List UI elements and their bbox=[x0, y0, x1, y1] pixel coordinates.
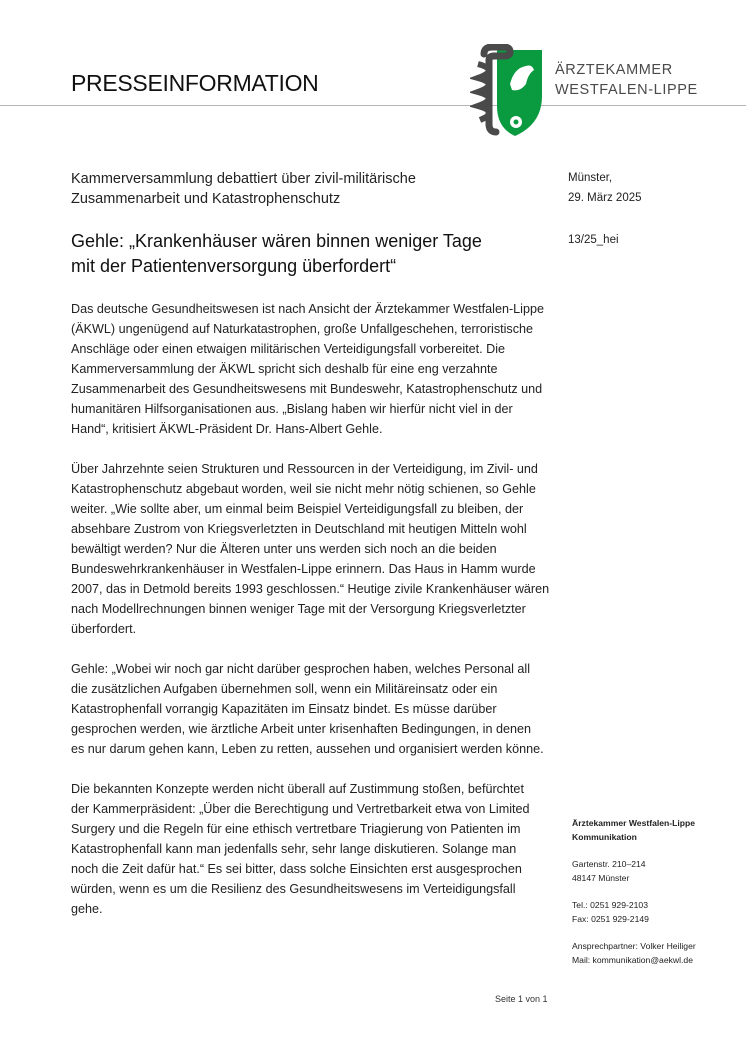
subtitle bbox=[71, 169, 416, 209]
body-line: Das deutsche Gesundheitswesen ist nach Ansicht der Ärztekammer Westfalen-Lippe bbox=[71, 302, 544, 316]
body-line: Die bekannten Konzepte werden nicht überall auf Zustimmung stoßen, befürchtet bbox=[71, 782, 524, 796]
body-paragraph bbox=[71, 459, 561, 639]
contact-org: Ärztekammer Westfalen-Lippe bbox=[572, 818, 696, 828]
aekwl-logo-icon bbox=[470, 44, 546, 140]
body-line: gehe. bbox=[71, 902, 103, 916]
body-line: Anschläge oder einen etwaigen militärischen Verteidigungsfall vorbereitet. Die bbox=[71, 342, 506, 356]
body-line: gesprochen werden, wie ärztliche Arbeit unter krisenhaften Bedingungen, in denen bbox=[71, 722, 531, 736]
contact-block bbox=[572, 816, 696, 967]
body-line: würden, wenn es um die Resilienz des Gesundheitswesens im Verteidigungsfall bbox=[71, 882, 516, 896]
body-line: Bundeswehrkrankenhäuser in Westfalen-Lippe erinnern. Das Haus in Hamm wurde bbox=[71, 562, 536, 576]
contact-fax: Fax: 0251 929-2149 bbox=[572, 914, 649, 924]
body-line: Katastrophenfall kann man jedenfalls sehr, sehr lange diskutieren. Solange man bbox=[71, 842, 517, 856]
subtitle-line: Kammerversammlung debattiert über zivil-militärische bbox=[71, 171, 416, 187]
body-line: Zusammenarbeit des Gesundheitswesens mit Bundeswehr, Katastrophenschutz und bbox=[71, 382, 543, 396]
body-line: Katastrophenschutz abgebaut worden, weil sie nicht mehr nötig schienen, so Gehle bbox=[71, 482, 536, 496]
body-line: nach Modellrechnungen binnen weniger Tage mit der Versorgung Kriegsverletzter bbox=[71, 602, 526, 616]
body-line: noch die Zeit dafür hat.“ Es sei bitter, dass solche Einsichten erst ausgesprochen bbox=[71, 862, 522, 876]
body-paragraph bbox=[71, 299, 561, 439]
headline-line: mit der Patientenversorgung überfordert“ bbox=[71, 256, 397, 276]
body-line: weiter. „Wie sollte aber, um einmal beim Beispiel Verteidigungsfall zu bleiben, der bbox=[71, 502, 524, 516]
subtitle-line: Zusammenarbeit und Katastrophenschutz bbox=[71, 191, 341, 207]
body-line: Katastrophenfall vorrangig Kapazitäten im Einsatz bindet. Es müsse darüber bbox=[71, 702, 497, 716]
header-divider bbox=[0, 105, 746, 106]
org-name-line: WESTFALEN-LIPPE bbox=[555, 82, 698, 98]
body-line: (ÄKWL) ungenügend auf Naturkatastrophen, große Unfallgeschehen, terroristische bbox=[71, 322, 534, 336]
contact-phone: Tel.: 0251 929-2103 bbox=[572, 900, 648, 910]
body-line: Hand“, kritisiert ÄKWL-Präsident Dr. Hans-Albert Gehle. bbox=[71, 422, 383, 436]
contact-city: 48147 Münster bbox=[572, 873, 630, 883]
body-line: Surgery und die Regeln für eine ethisch vertretbare Triagierung von Patienten im bbox=[71, 822, 521, 836]
body-line: überfordert. bbox=[71, 622, 137, 636]
body-line: Gehle: „Wobei wir noch gar nicht darüber gesprochen haben, welches Personal all bbox=[71, 662, 531, 676]
body-line: der Kammerpräsident: „Über die Berechtigung und Vertretbarkeit etwa von Limited bbox=[71, 802, 530, 816]
contact-email[interactable]: Mail: kommunikation@aekwl.de bbox=[572, 955, 693, 965]
contact-street: Gartenstr. 210–214 bbox=[572, 859, 646, 869]
date: 29. März 2025 bbox=[568, 192, 642, 204]
reference-number: 13/25_hei bbox=[568, 234, 619, 246]
body-line: 2007, das in Detmold bereits 1993 geschlossen.“ Heutige zivile Krankenhäuser wären bbox=[71, 582, 550, 596]
org-name-line: ÄRZTEKAMMER bbox=[555, 62, 673, 78]
body-line: Kammerversammlung der ÄKWL spricht sich deshalb für eine eng verzahnte bbox=[71, 362, 498, 376]
body-paragraph bbox=[71, 659, 561, 759]
body-line: bewältigt werden? Nur die Älteren unter uns werden sich noch an die beiden bbox=[71, 542, 497, 556]
body-line: absehbare Zustrom von Kriegsverletzten in Deutschland mit heutigen Mitteln wohl bbox=[71, 522, 527, 536]
page-number: Seite 1 von 1 bbox=[495, 994, 548, 1004]
body-line: es nur darum gehen kann, Leben zu retten, aussehen und organisiert werden könne. bbox=[71, 742, 544, 756]
contact-person: Ansprechpartner: Volker Heiliger bbox=[572, 941, 696, 951]
body-paragraph bbox=[71, 779, 561, 919]
organization-name bbox=[555, 60, 698, 100]
body-line: humanitären Hilfsorganisationen aus. „Bislang haben wir hierfür nicht viel in der bbox=[71, 402, 513, 416]
contact-dept: Kommunikation bbox=[572, 832, 637, 842]
body-line: Über Jahrzehnte seien Strukturen und Ressourcen in der Verteidigung, im Zivil- und bbox=[71, 462, 538, 476]
headline bbox=[71, 229, 482, 279]
headline-line: Gehle: „Krankenhäuser wären binnen weniger Tage bbox=[71, 231, 482, 251]
body-line: die zusätzlichen Aufgaben übernehmen soll, wenn ein Militäreinsatz oder ein bbox=[71, 682, 498, 696]
document-title: PRESSEINFORMATION bbox=[71, 70, 319, 96]
body-text bbox=[71, 299, 561, 939]
place: Münster, bbox=[568, 172, 613, 184]
